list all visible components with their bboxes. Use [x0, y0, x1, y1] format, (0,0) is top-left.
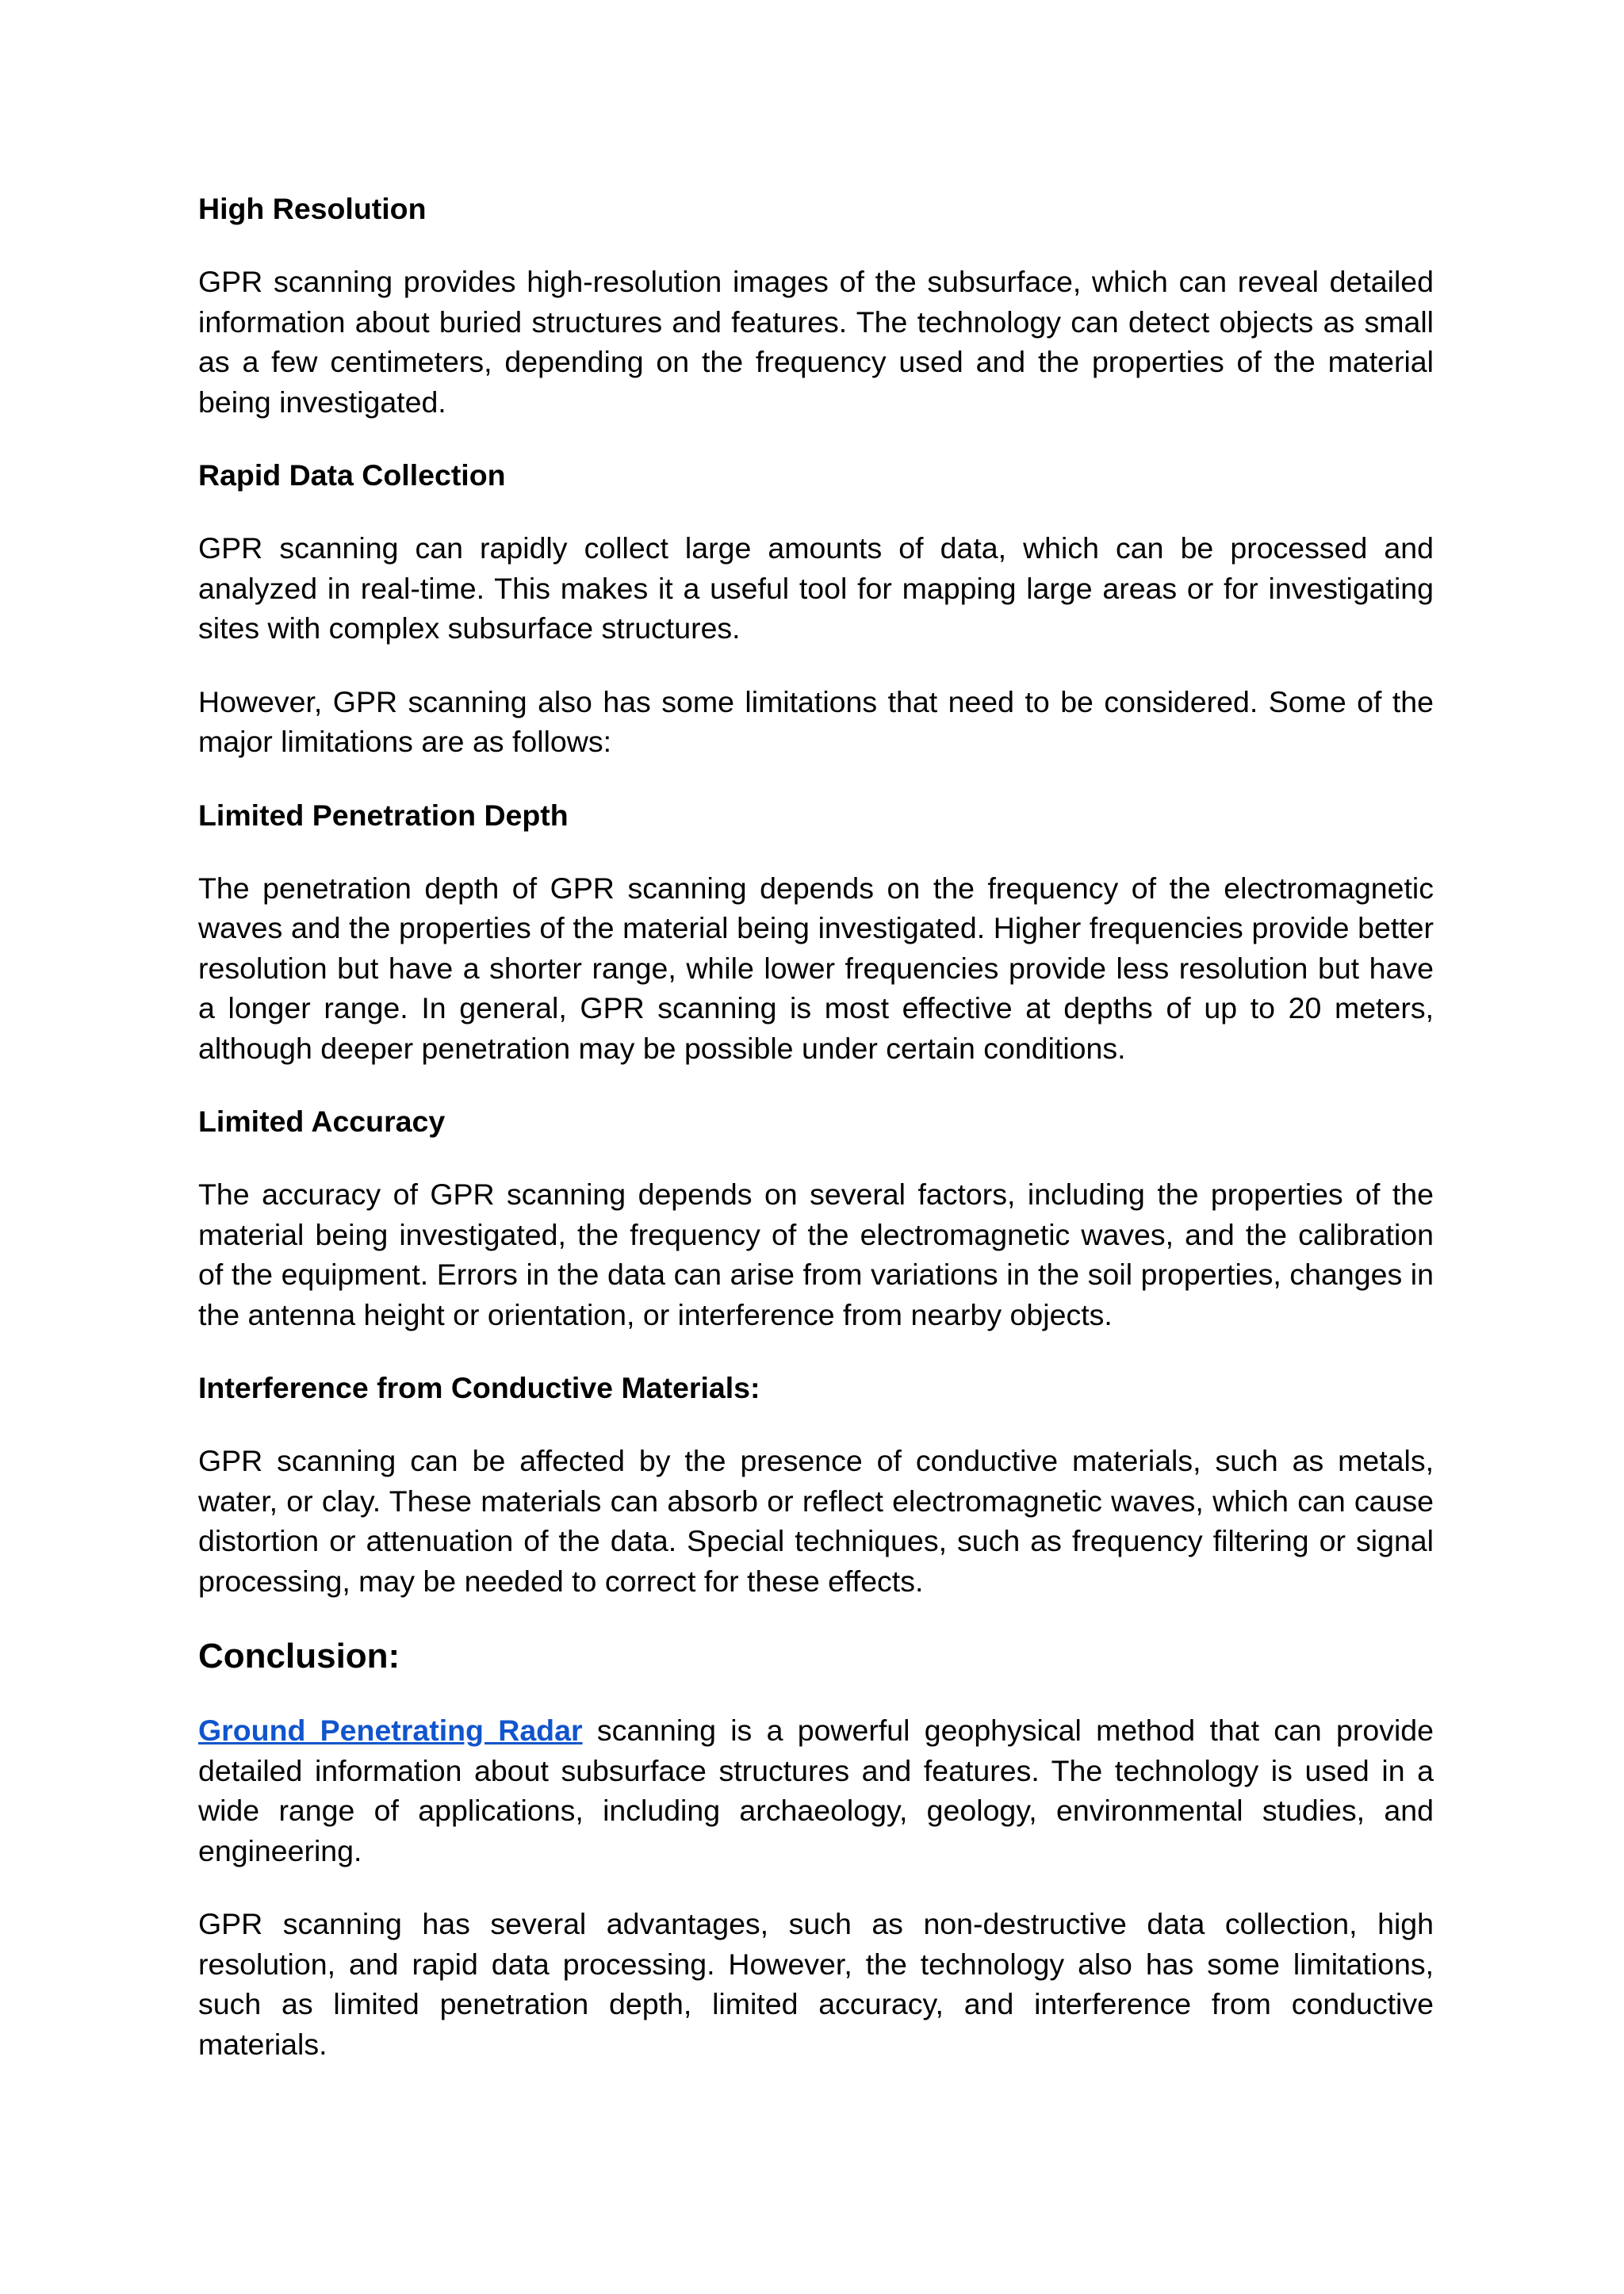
paragraph-limited-accuracy: The accuracy of GPR scanning depends on several factors, including the properties of the material being investigated, the frequency of the electromagnetic waves, and the calibration of the equipment. Errors in the data can arise from variations in the soil properties, changes in the antenna height or orientation, or interference from nearby objects.	[198, 1178, 1434, 1331]
heading-limited-accuracy: Limited Accuracy	[198, 1105, 446, 1138]
paragraph-conclusion-2: GPR scanning has several advantages, such as non-destructive data collection, high resolution, and rapid data processing. However, the technology also has some limitations, such as limited penetration depth, limited accuracy, and interference from conductive materials.	[198, 1907, 1434, 2061]
paragraph-conclusion-1-text: scanning is a powerful geophysical method that can provide detailed information about subsurface structures and features. The technology is used in a wide range of applications, including archaeology, geology, environmental studies, and engineering.	[198, 1714, 1434, 1867]
paragraph-high-resolution: GPR scanning provides high-resolution images of the subsurface, which can reveal detailed information about buried structures and features. The technology can detect objects as small as a few centimeters, depending on the frequency used and the properties of the material being investigated.	[198, 265, 1434, 419]
heading-limited-penetration-depth: Limited Penetration Depth	[198, 798, 569, 832]
paragraph-limitations-intro: However, GPR scanning also has some limitations that need to be considered. Some of the major limitations are as follows:	[198, 684, 1434, 758]
paragraph-conclusion-1	[198, 1710, 1434, 1871]
heading-interference: Interference from Conductive Materials:	[198, 1371, 760, 1404]
paragraph-interference: GPR scanning can be affected by the presence of conductive materials, such as metals, water, or clay. These materials can absorb or reflect electromagnetic waves, which can cause distortion or attenuation of the data. Special techniques, such as frequency filtering or signal processing, may be needed to correct for these effects.	[198, 1444, 1434, 1598]
paragraph-limited-penetration-depth: The penetration depth of GPR scanning depends on the frequency of the electromagnetic waves and the properties of the material being investigated. Higher frequencies provide better resolution but have a shorter range, while lower frequencies provide less resolution but have a longer range. In general, GPR scanning is most effective at depths of up to 20 meters, although deeper penetration may be possible under certain conditions.	[198, 871, 1434, 1065]
heading-high-resolution: High Resolution	[198, 192, 427, 225]
document-content	[198, 189, 1434, 2064]
heading-conclusion: Conclusion:	[198, 1637, 400, 1676]
paragraph-rapid-data-collection: GPR scanning can rapidly collect large amounts of data, which can be processed and analyzed in real-time. This makes it a useful tool for mapping large areas or for investigating sites with complex subsurface structures.	[198, 531, 1434, 645]
ground-penetrating-radar-link[interactable]: Ground Penetrating Radar	[198, 1714, 583, 1747]
heading-rapid-data-collection: Rapid Data Collection	[198, 458, 506, 492]
